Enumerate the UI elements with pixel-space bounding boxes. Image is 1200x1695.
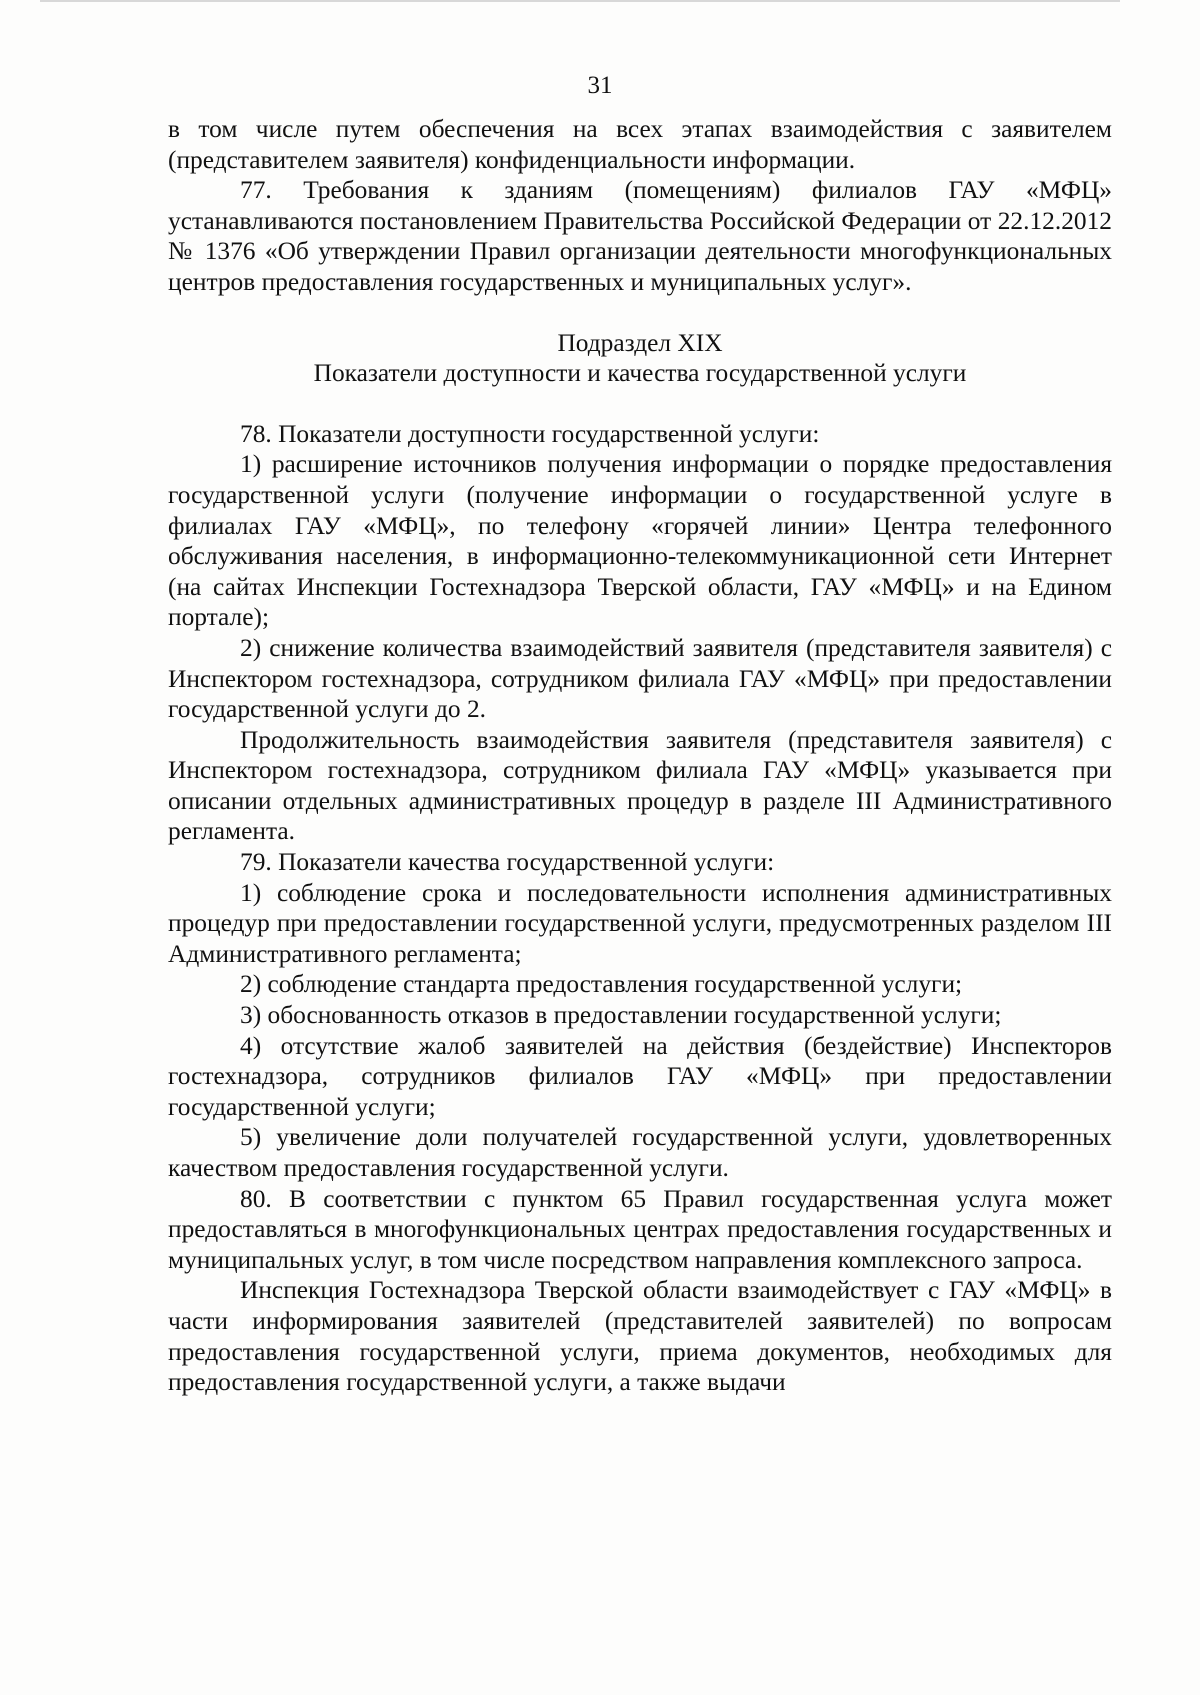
- paragraph-78-duration: Продолжительность взаимодействия заявителя (представителя заявителя) с Инспектором гостехнадзора, сотрудником филиала ГАУ «МФЦ» указывается при описании отдельных административных процедур в разделе III Административного регламента.: [168, 725, 1112, 846]
- final-paragraph: Инспекция Гостехнадзора Тверской области взаимодействует с ГАУ «МФЦ» в части информирования заявителей (представителей заявителей) по вопросам предоставления государственной услуги, приема документов, необходимых для предоставления государственной услуги, а также выдачи: [168, 1276, 1112, 1397]
- document-body: [168, 114, 1112, 1398]
- paragraph-78-heading: 78. Показатели доступности государственной услуги:: [240, 419, 820, 448]
- paragraph-79-item-2: 2) соблюдение стандарта предоставления государственной услуги;: [240, 970, 963, 999]
- paragraph-78-item-1: 1) расширение источников получения информации о порядке предоставления государственной услуги (получение информации о государственной услуге в филиалах ГАУ «МФЦ», по телефону «горячей линии» Центра телефонного обслуживания населения, в информационно-телекоммуникационной сети Интернет (на сайтах Инспекции Гостехнадзора Тверской области, ГАУ «МФЦ» и на Едином портале);: [168, 450, 1112, 632]
- paragraph-78-item-2: 2) снижение количества взаимодействий заявителя (представителя заявителя) с Инспектором гостехнадзора, сотрудником филиала ГАУ «МФЦ» при предоставлении государственной услуги до 2.: [168, 633, 1112, 724]
- intro-paragraph: в том числе путем обеспечения на всех этапах взаимодействия с заявителем (представителем заявителя) конфиденциальности информации.: [168, 115, 1112, 174]
- paragraph-77: 77. Требования к зданиям (помещениям) филиалов ГАУ «МФЦ» устанавливаются постановлением Правительства Российской Федерации от 22.12.2012 № 1376 «Об утверждении Правил организации деятельности многофункциональных центров предоставления государственных и муниципальных услуг».: [168, 176, 1112, 296]
- paragraph-79-item-5: 5) увеличение доли получателей государственной услуги, удовлетворенных качеством предоставления государственной услуги.: [168, 1123, 1112, 1182]
- paragraph-80: 80. В соответствии с пунктом 65 Правил государственная услуга может предоставляться в многофункциональных центрах предоставления государственных и муниципальных услуг, в том числе посредством направления комплексного запроса.: [168, 1184, 1112, 1274]
- paragraph-79-heading: 79. Показатели качества государственной услуги:: [240, 848, 775, 877]
- paragraph-79-item-3: 3) обоснованность отказов в предоставлении государственной услуги;: [240, 1001, 1002, 1030]
- page-number: 31: [587, 72, 613, 99]
- paragraph-79-item-4: 4) отсутствие жалоб заявителей на действия (бездействие) Инспекторов гостехнадзора, сотрудников филиалов ГАУ «МФЦ» при предоставлении государственной услуги;: [168, 1031, 1112, 1121]
- scan-edge-line: [40, 0, 1120, 2]
- subsection-heading: [168, 328, 1112, 389]
- subsection-label: Подраздел XIX: [557, 328, 723, 357]
- paragraph-79-item-1: 1) соблюдение срока и последовательности исполнения административных процедур при предоставлении государственной услуги, предусмотренных разделом III Административного регламента;: [168, 878, 1112, 968]
- subsection-title: Показатели доступности и качества государственной услуги: [313, 359, 967, 388]
